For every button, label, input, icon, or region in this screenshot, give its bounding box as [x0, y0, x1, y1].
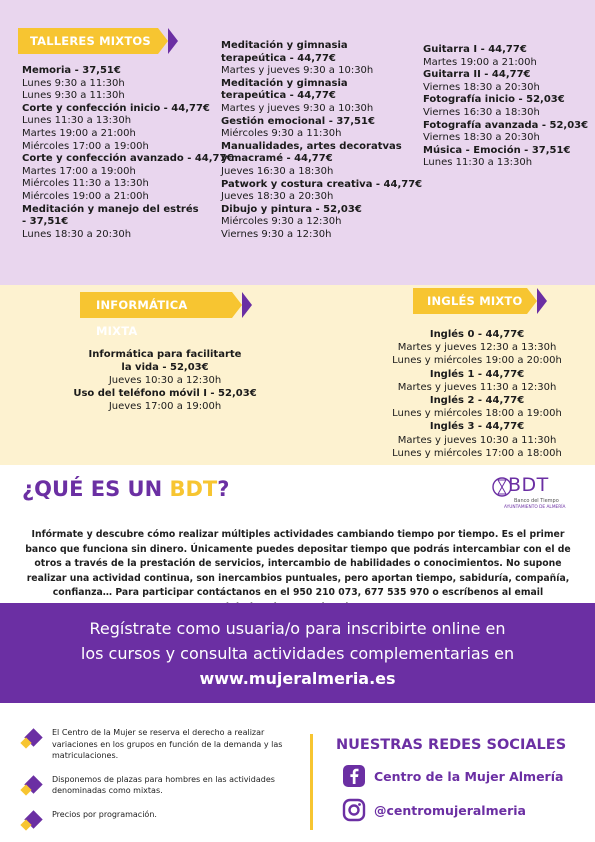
divider — [310, 734, 313, 830]
course-schedule: Jueves 16:30 a 18:30h — [221, 165, 334, 177]
course-schedule: Lunes 9:30 a 11:30h — [22, 90, 125, 102]
course-schedule: Lunes y miércoles 19:00 a 20:00h — [392, 355, 562, 367]
course-title: terapeútica - 44,77€ — [221, 52, 336, 64]
course-title: Corte y confección inicio - 44,77€ — [22, 102, 210, 114]
talleres-col-2 — [221, 40, 423, 242]
note-text: El Centro de la Mujer se reserva el derecho a realizar variaciones en los grupos en función de la demanda y las matriculaciones. — [52, 728, 283, 760]
course-schedule: Martes 17:00 a 19:00h — [22, 165, 136, 177]
course-schedule: Miércoles 9:30 a 12:30h — [221, 216, 342, 228]
note-text: Disponemos de plazas para hombres en las actividades denominadas como mixtas. — [52, 774, 275, 795]
facebook-link[interactable] — [342, 764, 563, 791]
register-line-1: Regístrate como usuaria/o para inscribirte online en — [89, 619, 506, 638]
diamond-bullet-icon — [22, 813, 44, 835]
banner-arrow-icon — [527, 288, 537, 314]
banner-arrow-accent-icon — [242, 292, 252, 318]
bdt-heading-post: ? — [217, 477, 230, 501]
course-title: Inglés 2 - 44,77€ — [429, 395, 525, 407]
course-schedule: Martes y jueves 11:30 a 12:30h — [397, 381, 557, 393]
bdt-logo — [492, 474, 572, 516]
course-title: Meditación y gimnasia — [221, 77, 348, 89]
course-title: y macramé - 44,77€ — [221, 153, 333, 165]
note-item — [22, 727, 312, 762]
note-item — [22, 774, 312, 797]
talleres-col-3 — [423, 44, 593, 170]
ingles-title: INGLÉS MIXTO — [427, 294, 523, 308]
instagram-label: @centromujeralmeria — [374, 803, 526, 818]
bdt-logo-org: AYUNTAMIENTO DE ALMERÍA — [504, 505, 566, 510]
course-schedule: Lunes 11:30 a 13:30h — [22, 115, 132, 127]
course-title: Guitarra II - 44,77€ — [423, 69, 531, 81]
social-heading: NUESTRAS REDES SOCIALES — [336, 737, 567, 753]
banner-arrow-accent-icon — [168, 28, 178, 54]
instagram-icon — [342, 798, 366, 825]
course-schedule: Viernes 18:30 a 20:30h — [423, 81, 540, 93]
register-banner — [0, 603, 595, 703]
course-title: Informática para facilitarte — [88, 349, 242, 360]
course-schedule: Miércoles 11:30 a 13:30h — [22, 178, 149, 190]
course-schedule: Martes y jueves 9:30 a 10:30h — [221, 102, 374, 114]
talleres-col-1 — [22, 65, 234, 241]
bdt-logo-subtitle: Banco del Tiempo — [514, 498, 559, 504]
banner-arrow-icon — [158, 28, 168, 54]
bdt-heading-accent: BDT — [169, 477, 218, 501]
course-schedule: Martes y jueves 10:30 a 11:30h — [397, 434, 557, 446]
course-title: Meditación y manejo del estrés — [22, 203, 199, 215]
course-schedule: Martes 19:00 a 21:00h — [423, 56, 537, 68]
diamond-bullet-icon — [22, 731, 44, 753]
course-title: Fotografía inicio - 52,03€ — [423, 94, 565, 106]
informatica-title: INFORMÁTICA MIXTA — [96, 298, 188, 338]
talleres-title: TALLERES MIXTOS — [30, 34, 151, 48]
course-title: Manualidades, artes decoratvas — [221, 140, 402, 152]
course-schedule: Martes 19:00 a 21:00h — [22, 127, 136, 139]
notes-list — [22, 727, 312, 832]
register-line-2: los cursos y consulta actividades complementarias en — [80, 644, 515, 663]
course-schedule: Jueves 18:30 a 20:30h — [221, 191, 334, 203]
facebook-label: Centro de la Mujer Almería — [374, 769, 564, 784]
register-url-link[interactable]: www.mujeralmeria.es — [199, 669, 396, 688]
note-text: Precios por programación. — [52, 809, 157, 819]
course-title: Gestión emocional - 37,51€ — [221, 115, 375, 127]
course-title: Uso del teléfono móvil I - 52,03€ — [73, 388, 257, 399]
course-schedule: Lunes 11:30 a 13:30h — [423, 157, 533, 169]
instagram-link[interactable] — [342, 798, 526, 825]
course-title: Memoria - 37,51€ — [22, 65, 121, 76]
course-title: Inglés 0 - 44,77€ — [429, 329, 525, 340]
course-title: la vida - 52,03€ — [121, 362, 209, 373]
course-schedule: Lunes y miércoles 18:00 a 19:00h — [392, 408, 562, 420]
course-schedule: Lunes y miércoles 17:00 a 18:00h — [392, 447, 562, 459]
course-title: Inglés 1 - 44,77€ — [429, 368, 525, 380]
course-title: - 37,51€ — [22, 216, 69, 228]
course-schedule: Miércoles 9:30 a 11:30h — [221, 128, 342, 140]
course-title: Guitarra I - 44,77€ — [423, 44, 527, 55]
course-schedule: Martes y jueves 12:30 a 13:30h — [397, 342, 557, 354]
informatica-list — [60, 348, 270, 413]
course-schedule: Lunes 9:30 a 11:30h — [22, 77, 125, 89]
course-schedule: Martes y jueves 9:30 a 10:30h — [221, 65, 374, 77]
course-schedule: Viernes 16:30 a 18:30h — [423, 106, 540, 118]
course-schedule: Jueves 17:00 a 19:00h — [108, 401, 222, 412]
ingles-list — [384, 328, 570, 460]
diamond-bullet-icon — [22, 778, 44, 800]
bdt-heading-pre: ¿QUÉ ES UN — [22, 477, 170, 501]
course-title: Fotografía avanzada - 52,03€ — [423, 119, 589, 131]
talleres-banner — [18, 28, 158, 54]
course-schedule: Jueves 10:30 a 12:30h — [108, 375, 222, 386]
banner-arrow-accent-icon — [537, 288, 547, 314]
banner-arrow-icon — [232, 292, 242, 318]
course-title: terapeútica - 44,77€ — [221, 90, 336, 102]
bdt-heading — [22, 477, 229, 501]
course-schedule: Miércoles 19:00 a 21:00h — [22, 190, 149, 202]
course-title: Patwork y costura creativa - 44,77€ — [221, 178, 423, 190]
course-schedule: Miércoles 17:00 a 19:00h — [22, 140, 149, 152]
course-schedule: Lunes 18:30 a 20:30h — [22, 228, 132, 240]
course-title: Meditación y gimnasia — [221, 40, 348, 51]
bdt-logo-word: BDT — [508, 474, 549, 496]
course-title: Dibujo y pintura - 52,03€ — [221, 203, 362, 215]
facebook-icon — [342, 764, 366, 791]
bdt-description: Infórmate y descubre cómo realizar múltiples actividades cambiando tiempo por tiempo. Es el primer banco que funciona sin dinero. Únicamente puedes depositar tiempo que podrás intercambiar con el de otros a través de la prestación de servicios, intercambio de habilidades o conocimientos. No supone realizar una actividad continua, son inercambios puntuales, pero aportan tiempo, sabiduría, compañía, confianza… Para participar contáctanos en el 950 210 073, 677 535 970 o escríbenos al email — [25, 529, 571, 599]
course-title: Inglés 3 - 44,77€ — [429, 421, 525, 433]
course-title: Música - Emoción - 37,51€ — [423, 144, 571, 156]
course-schedule: Viernes 18:30 a 20:30h — [423, 132, 540, 144]
informatica-banner — [80, 292, 232, 338]
note-item — [22, 809, 312, 821]
course-schedule: Viernes 9:30 a 12:30h — [221, 228, 332, 240]
ingles-banner — [413, 288, 527, 314]
course-title: Corte y confección avanzado - 44,77€ — [22, 153, 234, 165]
